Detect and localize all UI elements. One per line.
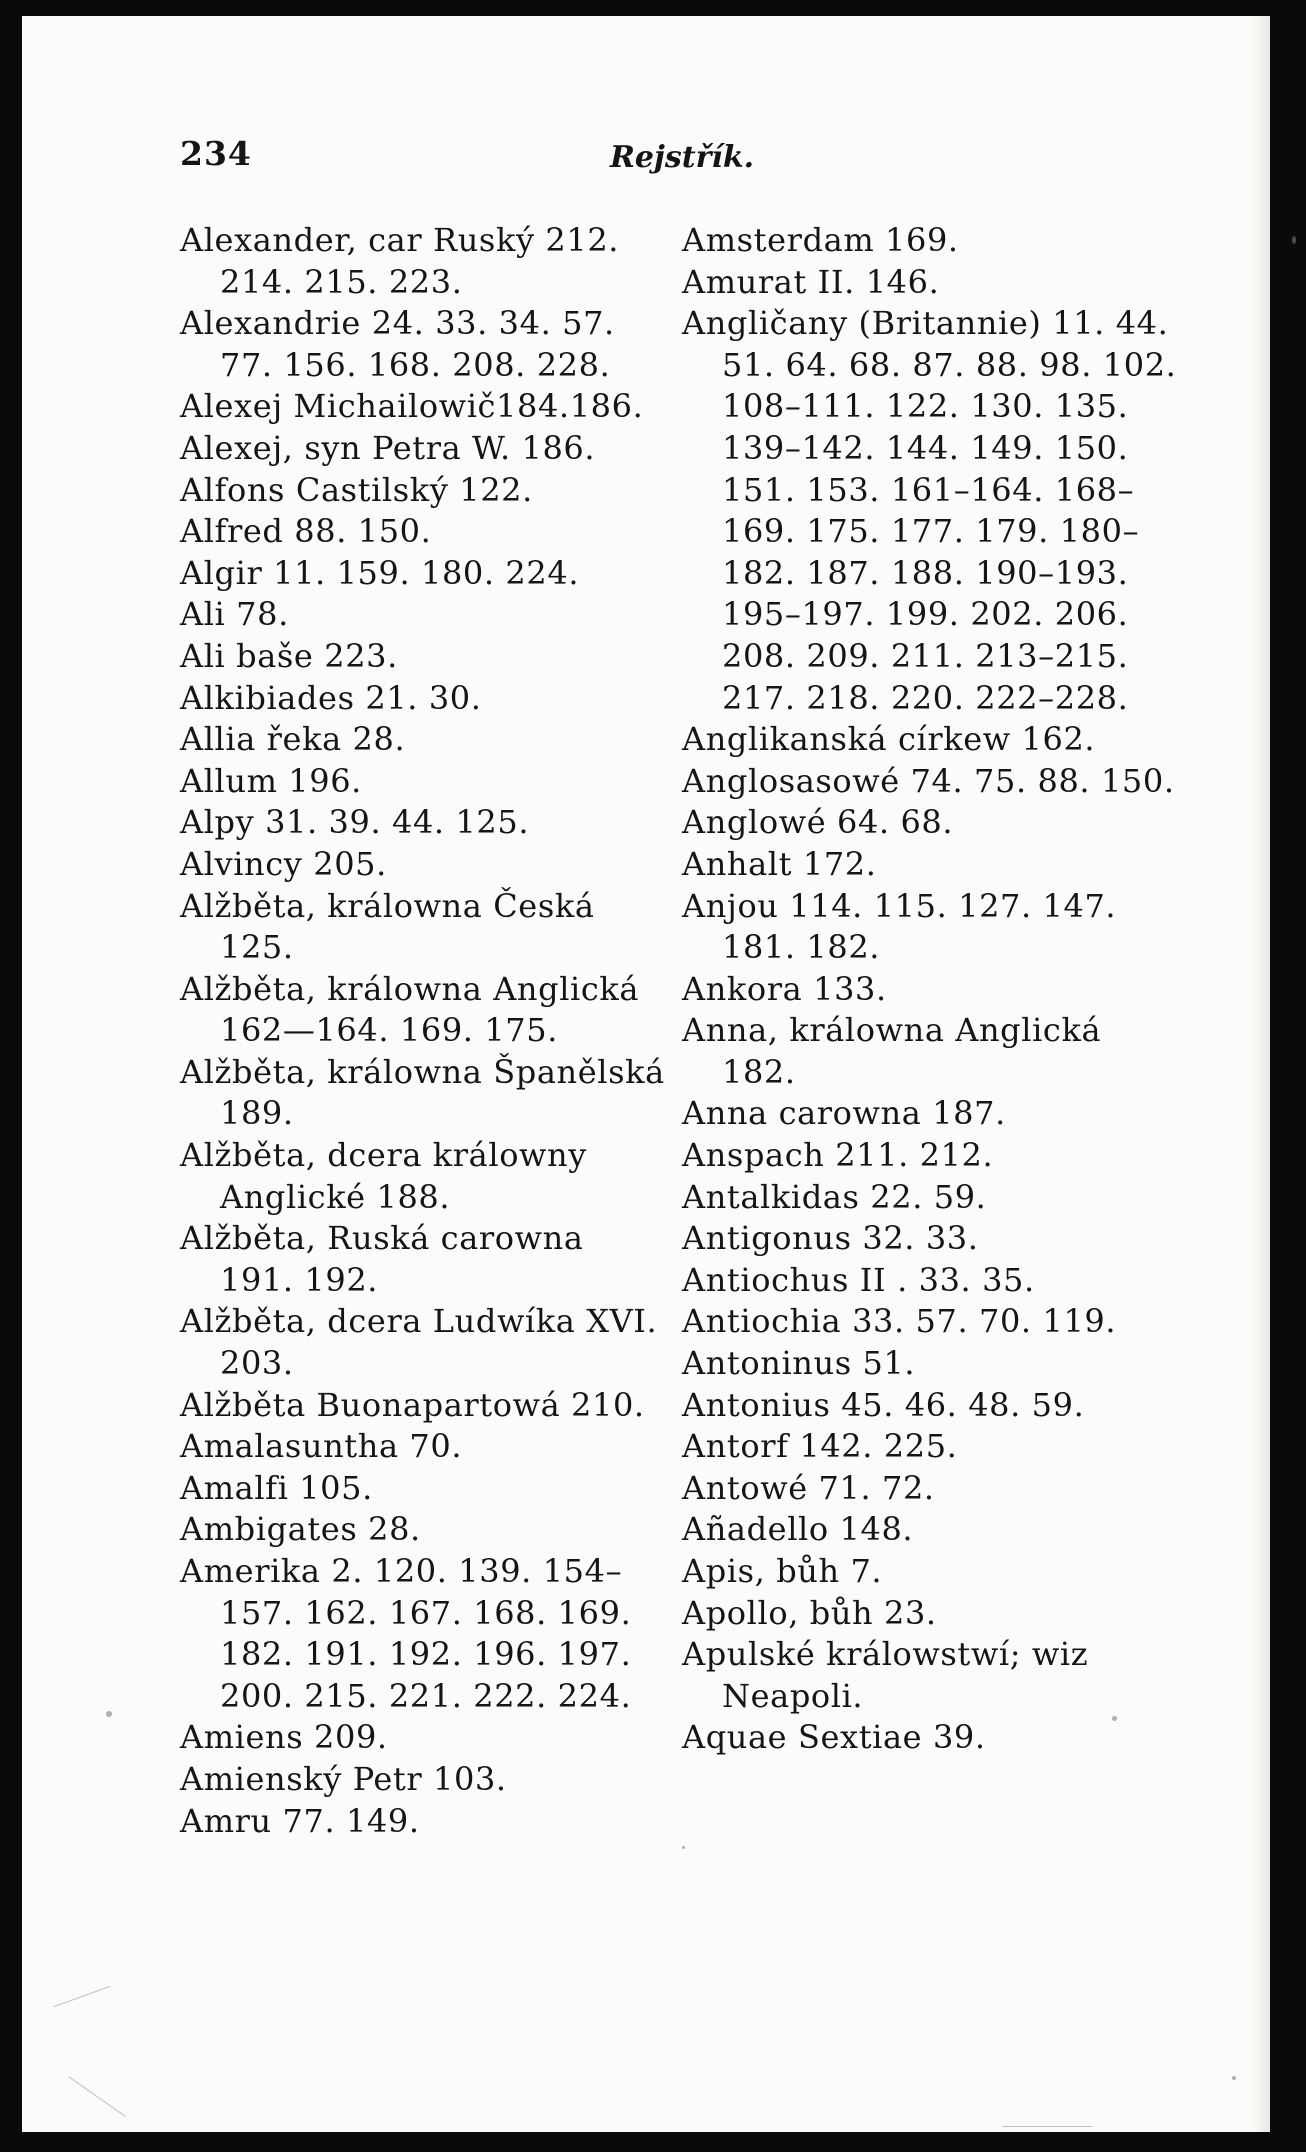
index-entry: Amurat II. 146. xyxy=(682,262,940,301)
index-entry: Alfred 88. 150. xyxy=(180,512,432,551)
page-edge-shadow xyxy=(1252,16,1270,2132)
scan-scratch xyxy=(54,1986,111,2007)
index-entry: Anna, králowna Anglická 182. xyxy=(682,1011,1112,1091)
index-column-right xyxy=(682,220,1188,1759)
index-entry: Antiochia 33. 57. 70. 119. xyxy=(682,1302,1117,1341)
scan-scratch xyxy=(1002,2126,1092,2127)
index-entry: Anna carowna 187. xyxy=(682,1094,1006,1133)
index-entry: Anglosasowé 74. 75. 88. 150. xyxy=(682,761,1175,800)
scan-speck xyxy=(682,1846,685,1849)
index-entry: Amiens 209. xyxy=(180,1718,388,1757)
book-page xyxy=(22,16,1270,2132)
index-entry: Allum 196. xyxy=(180,761,362,800)
index-entry: Ambigates 28. xyxy=(180,1510,421,1549)
scan-scratch xyxy=(68,2076,126,2117)
index-entry: Ali 78. xyxy=(180,595,289,634)
index-entry: Alžběta, Ruská carowna 191. 192. xyxy=(180,1219,595,1299)
index-entry: Alžběta, dcera Ludwíka XVI. 203. xyxy=(180,1302,669,1383)
index-entry: Alvincy 205. xyxy=(180,844,387,883)
index-entry: Apollo, bůh 23. xyxy=(682,1593,937,1632)
index-entry: Ali baše 223. xyxy=(180,636,398,675)
index-entry: Anspach 211. 212. xyxy=(682,1136,994,1175)
index-entry: Amalasuntha 70. xyxy=(180,1427,463,1466)
index-entry: Antoninus 51. xyxy=(682,1344,916,1383)
index-entry: Amienský Petr 103. xyxy=(180,1759,507,1798)
index-entry: Apulské králowstwí; wiz Neapoli. xyxy=(682,1635,1099,1715)
index-entry: Alžběta, králowna Česká 125. xyxy=(180,886,606,967)
scan-speck xyxy=(1292,236,1296,244)
index-entry: Alžběta, dcera králowny Anglické 188. xyxy=(180,1136,598,1216)
index-entry: Amru 77. 149. xyxy=(180,1801,420,1840)
index-column-left xyxy=(180,220,676,1842)
index-entry: Alexander, car Ruský 212. 214. 215. 223. xyxy=(180,221,630,301)
running-title: Rejstřík. xyxy=(610,140,755,175)
index-entry: Antorf 142. 225. xyxy=(682,1427,958,1466)
index-entry: Anglowé 64. 68. xyxy=(682,803,954,842)
scan-speck xyxy=(106,1711,112,1717)
index-entry: Antiochus II . 33. 35. xyxy=(682,1260,1035,1299)
scan-speck xyxy=(1232,2076,1236,2080)
index-entry: Alexandrie 24. 33. 34. 57. 77. 156. 168. 208. 228. xyxy=(180,304,626,384)
index-entry: Angličany (Britannie) 11. 44. 51. 64. 68. 87. 88. 98. 102. 108–111. 122. 130. 135. 139–142. 144. 149. 150. 151. 153. 161–164. 168–169. 175. 177. 179. 180–182. 187. 188. 190–193. 195–197. 199. 202. 206. 208. 209. 211. 213–215. 217. 218. 220. 222–228. xyxy=(682,304,1188,717)
index-entry: Alfons Castilský 122. xyxy=(180,470,533,509)
index-entry: Anjou 114. 115. 127. 147. 181. 182. xyxy=(682,886,1127,967)
index-entry: Antowé 71. 72. xyxy=(682,1468,935,1507)
page-number: 234 xyxy=(180,134,252,173)
index-entry: Alkibiades 21. 30. xyxy=(180,678,482,717)
index-entry: Añadello 148. xyxy=(682,1510,914,1549)
index-entry: Amerika 2. 120. 139. 154–157. 162. 167. 168. 169. 182. 191. 192. 196. 197. 200. 215. 221. 222. 224. xyxy=(180,1552,643,1715)
index-entry: Alžběta, králowna Španělská 189. xyxy=(180,1052,676,1133)
index-entry: Alpy 31. 39. 44. 125. xyxy=(180,803,530,842)
index-entry: Anhalt 172. xyxy=(682,844,877,883)
index-entry: Alexej Michailowič184.186. xyxy=(180,387,644,426)
index-entry: Alžběta, králowna Anglická 162—164. 169. 175. xyxy=(180,969,650,1050)
index-entry: Alexej, syn Petra W. 186. xyxy=(180,428,596,467)
index-entry: Alžběta Buonapartowá 210. xyxy=(180,1385,645,1424)
index-entry: Antonius 45. 46. 48. 59. xyxy=(682,1385,1085,1424)
index-entry: Allia řeka 28. xyxy=(180,720,406,759)
index-entry: Amalfi 105. xyxy=(180,1468,373,1507)
index-entry: Antalkidas 22. 59. xyxy=(682,1177,987,1216)
scan-speck xyxy=(1112,1716,1117,1721)
index-entry: Antigonus 32. 33. xyxy=(682,1219,979,1258)
index-entry: Aquae Sextiae 39. xyxy=(682,1718,986,1757)
index-entry: Ankora 133. xyxy=(682,969,887,1008)
index-entry: Apis, bůh 7. xyxy=(682,1552,883,1590)
index-entry: Algir 11. 159. 180. 224. xyxy=(180,553,580,592)
index-entry: Amsterdam 169. xyxy=(682,221,959,259)
index-entry: Anglikanská církew 162. xyxy=(682,720,1096,759)
